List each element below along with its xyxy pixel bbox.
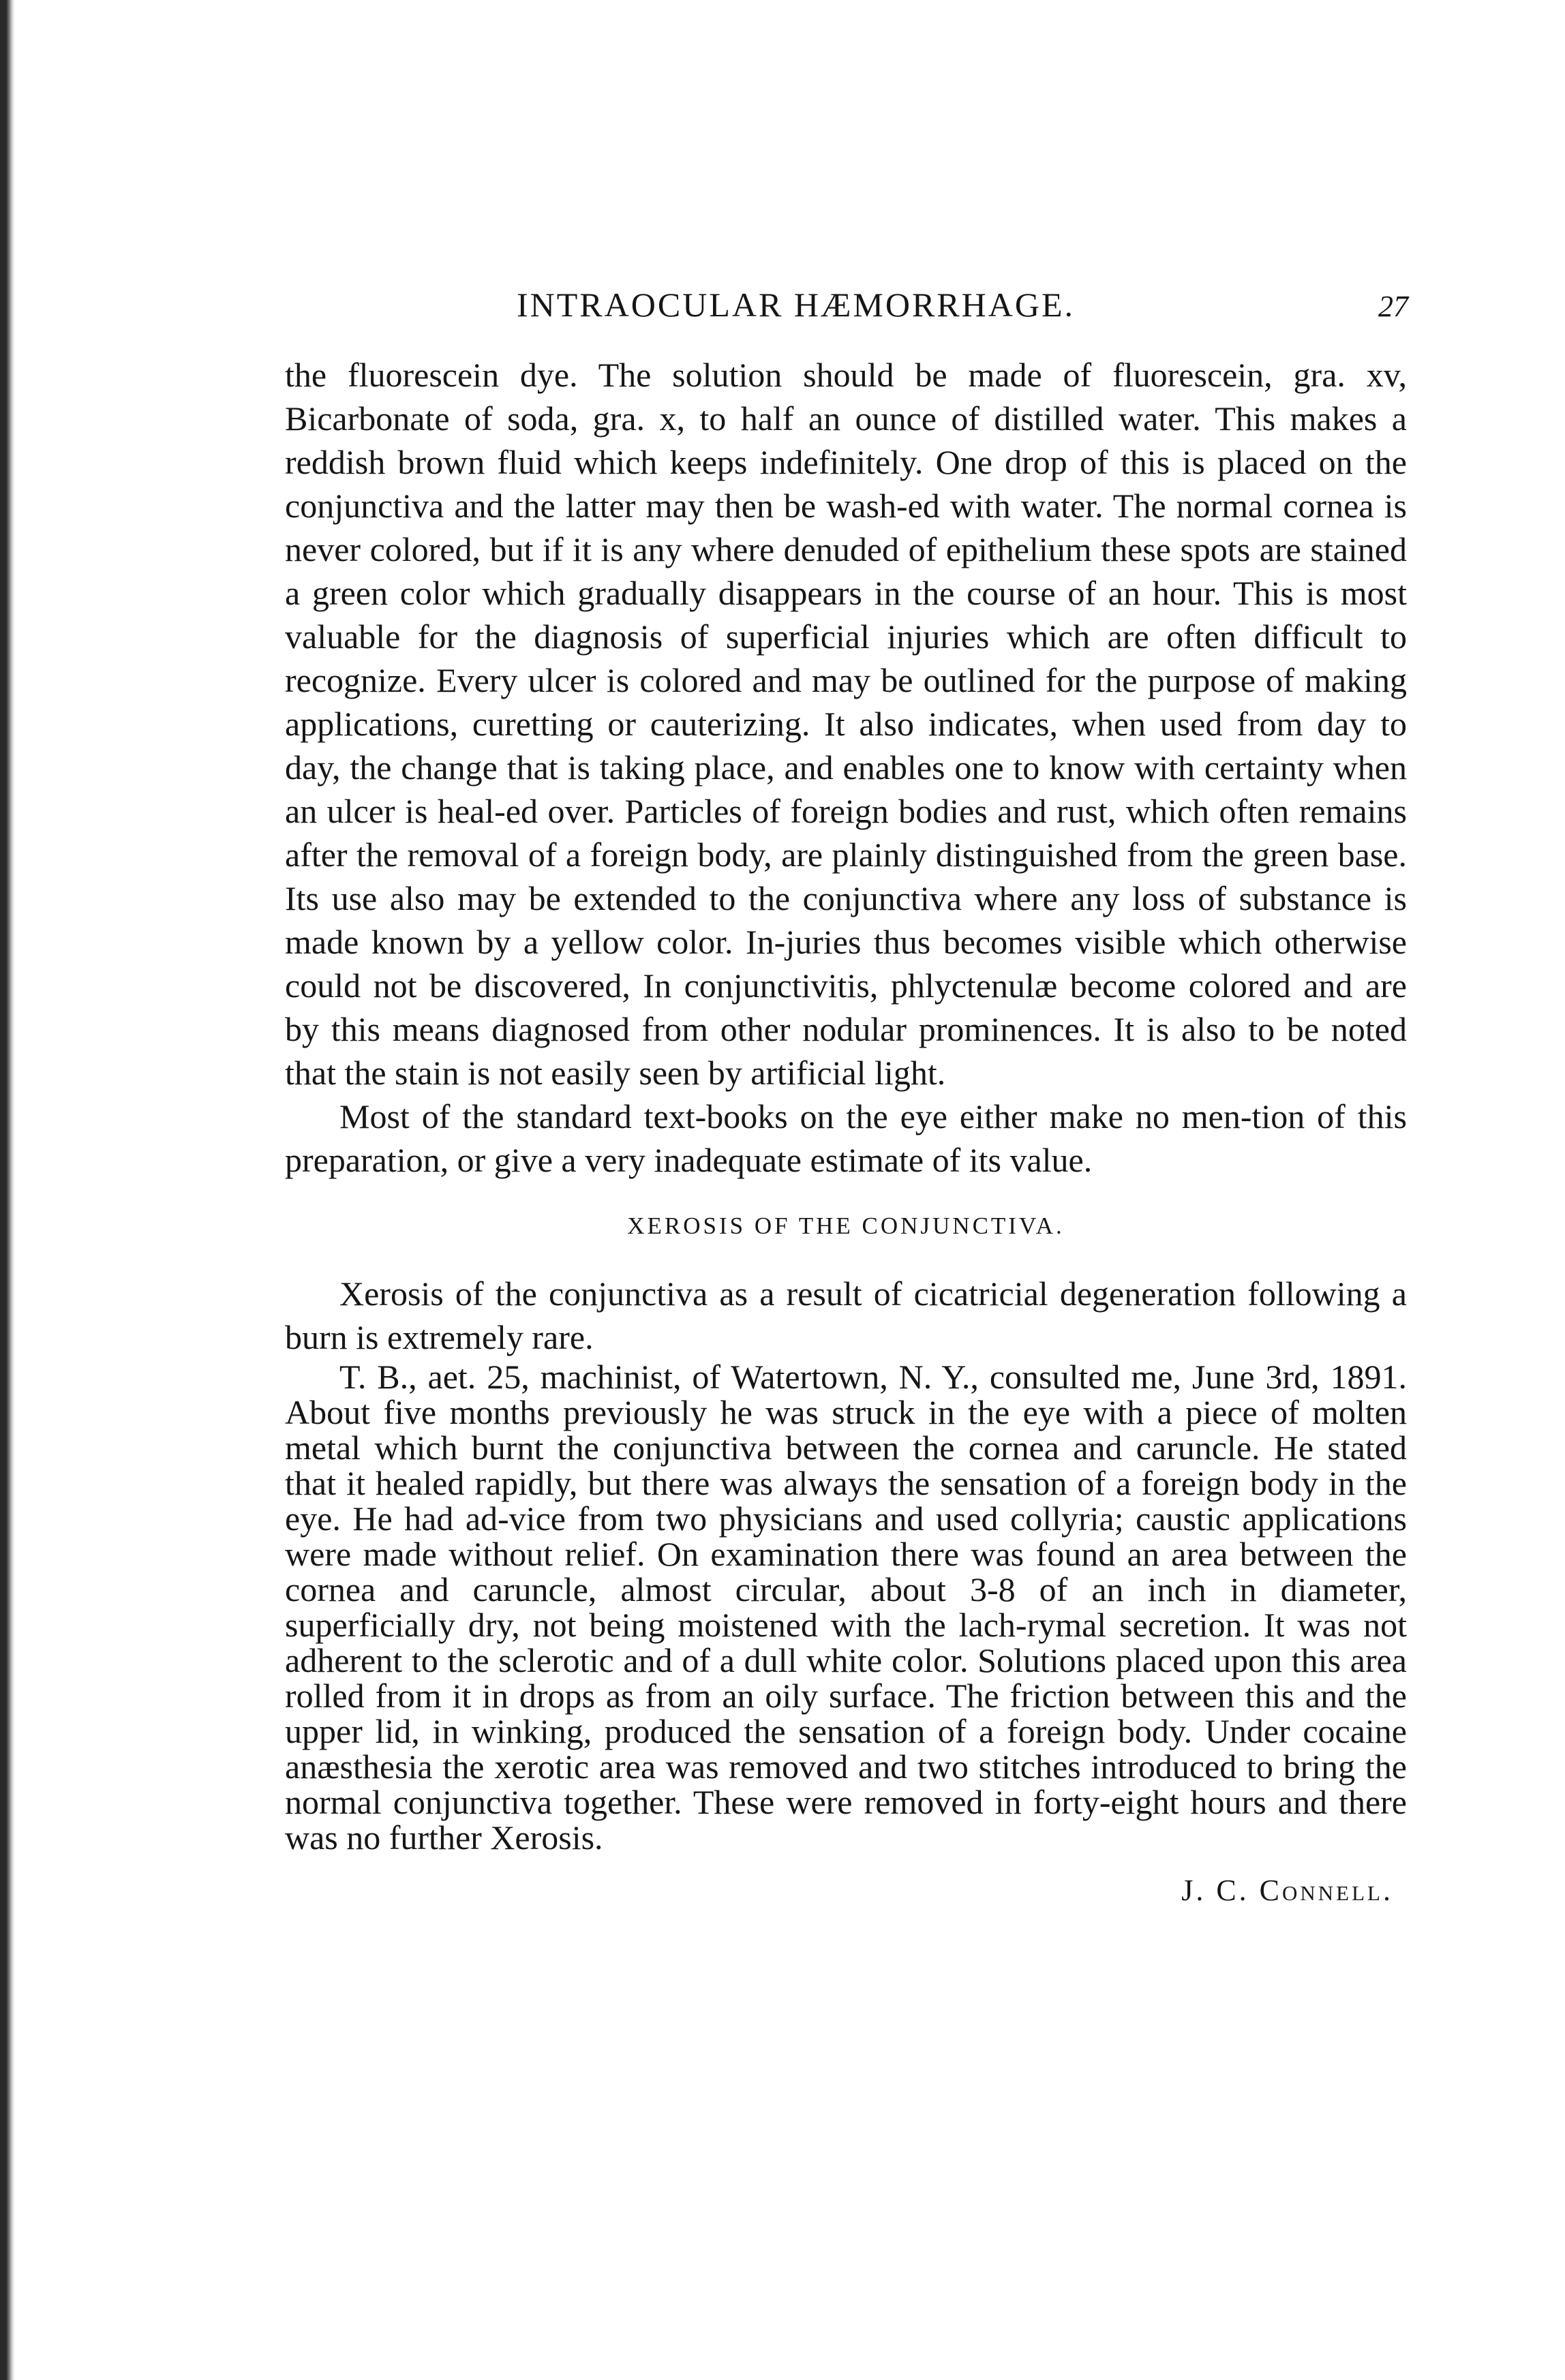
running-head — [285, 285, 1408, 333]
author-signature: J. C. Connell. — [1181, 1874, 1393, 1907]
page-binding-edge — [0, 0, 15, 2380]
paragraph-case-report: T. B., aet. 25, machinist, of Watertown, N. Y., consulted me, June 3rd, 1891. About five months previously he was struck in the eye with a piece of molten metal which burnt the conjunctiva between the cornea and caruncle. He stated that it healed rapidly, but there was always the sensation of a foreign body in the eye. He had ad-vice from two physicians and used collyria; caustic applications were made without relief. On examination there was found an area between the cornea and caruncle, almost circular, about 3-8 of an inch in diameter, superficially dry, not being moistened with the lach-rymal secretion. It was not adherent to the sclerotic and of a dull white color. Solutions placed upon this area rolled from it in drops as from an oily surface. The friction between this and the upper lid, in winking, produced the sensation of a foreign body. Under cocaine anæsthesia the xerotic area was removed and two stitches introduced to bring the normal conjunctiva together. These were removed in forty-eight hours and there was no further Xerosis. — [285, 1358, 1407, 1857]
section-heading-xerosis: XEROSIS OF THE CONJUNCTIVA. — [627, 1212, 1065, 1239]
page-body — [285, 353, 1407, 1908]
paragraph-xerosis-intro: Xerosis of the conjunctiva as a result of cicatricial degeneration following a burn is extremely rare. — [285, 1275, 1407, 1356]
paragraph-fluorescein: the fluorescein dye. The solution should be made of fluorescein, gra. xv, Bicarbonate of soda, gra. x, to half an ounce of distilled water. This makes a reddish brown fluid which keeps indefinitely. One drop of this is placed on the conjunctiva and the latter may then be wash-ed with water. The normal cornea is never colored, but if it is any where denuded of epithelium these spots are stained a green color which gradually disappears in the course of an hour. This is most valuable for the diagnosis of superficial injuries which are often difficult to recognize. Every ulcer is colored and may be outlined for the purpose of making applications, curetting or cauterizing. It also indicates, when used from day to day, the change that is taking place, and enables one to know with certainty when an ulcer is heal-ed over. Particles of foreign bodies and rust, which often remains after the removal of a foreign body, are plainly distinguished from the green base. Its use also may be extended to the conjunctiva where any loss of substance is made known by a yellow color. In-juries thus becomes visible which otherwise could not be discovered, In conjunctivitis, phlyctenulæ become colored and are by this means diagnosed from other nodular prominences. It is also to be noted that the stain is not easily seen by artificial light. — [285, 356, 1407, 1092]
running-head-title: INTRAOCULAR HÆMORRHAGE. — [517, 286, 1076, 324]
paragraph-textbooks: Most of the standard text-books on the eye either make no men-tion of this preparation, or give a very inadequate estimate of its value. — [285, 1097, 1407, 1179]
page-number: 27 — [1378, 290, 1408, 323]
